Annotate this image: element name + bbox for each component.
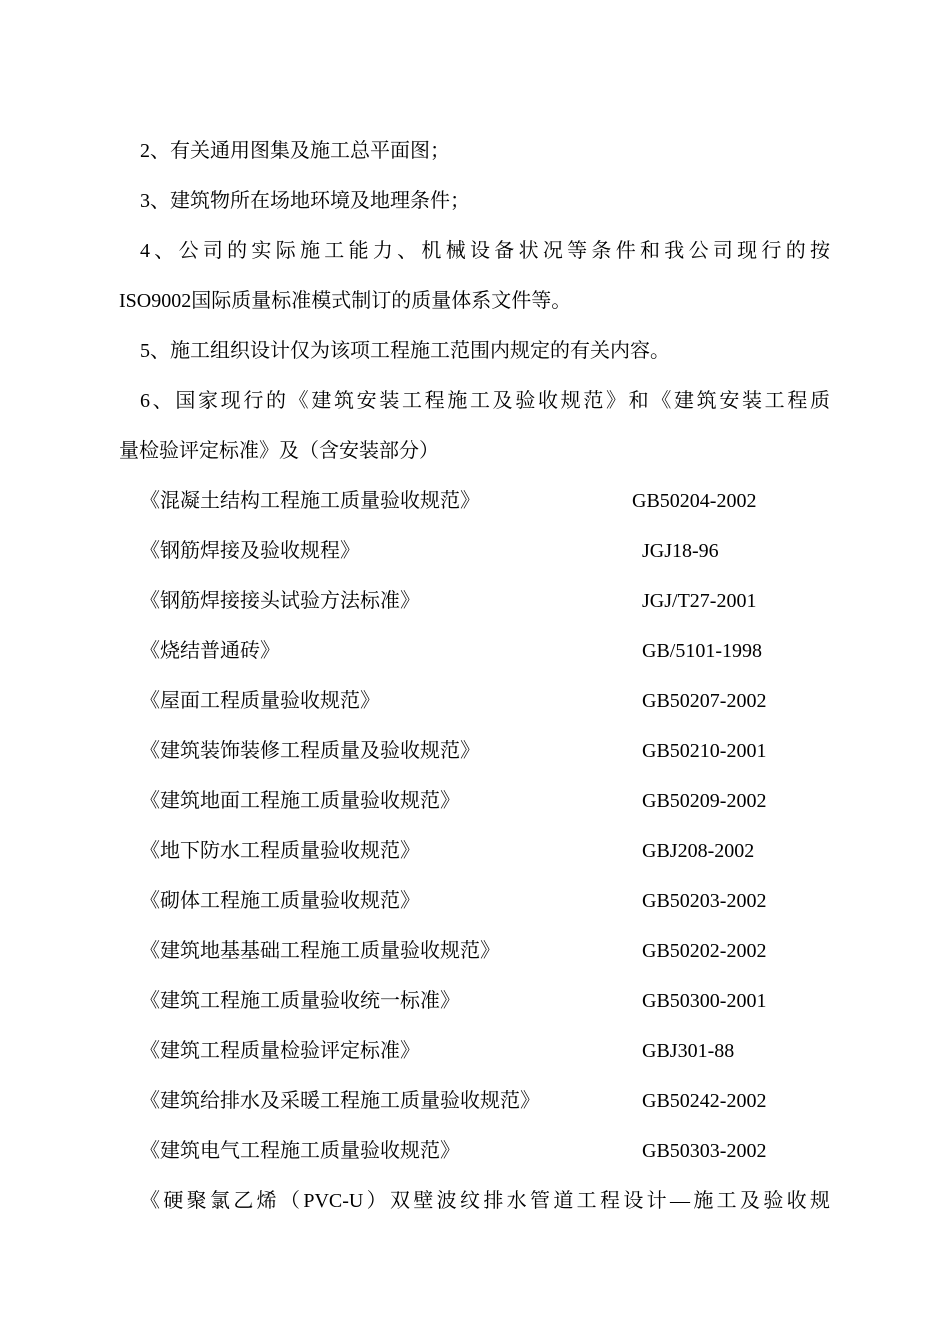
standard-code: GB50300-2001 [642,990,767,1012]
standard-name: 《钢筋焊接接头试验方法标准》 [140,590,420,612]
standard-row [140,626,840,676]
paragraph-item-3: 3、建筑物所在场地环境及地理条件； [140,190,470,212]
standard-row [140,576,840,626]
standard-name: 《钢筋焊接及验收规程》 [140,540,360,562]
standard-row [140,1026,840,1076]
standard-code: JGJ18-96 [642,540,719,562]
standard-row [140,726,840,776]
standard-row [140,776,840,826]
standard-row [140,1126,840,1176]
paragraph-item-2: 2、有关通用图集及施工总平面图； [140,140,450,162]
standard-name: 《建筑工程施工质量验收统一标准》 [140,990,460,1012]
standard-row [140,976,840,1026]
standard-name: 《建筑电气工程施工质量验收规范》 [140,1140,460,1162]
standard-code: JGJ/T27-2001 [642,590,757,612]
standard-row [140,876,840,926]
standard-code: GB50242-2002 [642,1090,767,1112]
paragraph-item-6-line-2: 量检验评定标准》及（含安装部分） [119,440,439,462]
standard-name: 《建筑地面工程施工质量验收规范》 [140,790,460,812]
standard-row [140,476,840,526]
standard-row [140,676,840,726]
standard-name: 《烧结普通砖》 [140,640,280,662]
paragraph-item-4-line-1: 4、公司的实际施工能力、机械设备状况等条件和我公司现行的按 [140,240,830,262]
standard-name: 《屋面工程质量验收规范》 [140,690,380,712]
standard-name: 《建筑地基基础工程施工质量验收规范》 [140,940,500,962]
paragraph-item-5: 5、施工组织设计仅为该项工程施工范围内规定的有关内容。 [140,340,670,362]
standard-name: 《建筑工程质量检验评定标准》 [140,1040,420,1062]
standard-name: 《地下防水工程质量验收规范》 [140,840,420,862]
standard-row [140,826,840,876]
standard-code: GBJ208-2002 [642,840,755,862]
standard-name-continued: 《硬聚氯乙烯（PVC-U）双壁波纹排水管道工程设计—施工及验收规 [140,1190,830,1212]
standard-name: 《混凝土结构工程施工质量验收规范》 [140,490,480,512]
paragraph-item-4-line-2: ISO9002国际质量标准模式制订的质量体系文件等。 [119,290,572,312]
standard-code: GB/5101-1998 [642,640,762,662]
standard-name: 《建筑装饰装修工程质量及验收规范》 [140,740,480,762]
standard-row [140,926,840,976]
standard-code: GB50209-2002 [642,790,767,812]
standard-row [140,1076,840,1126]
standard-code: GB50203-2002 [642,890,767,912]
standard-row [140,526,840,576]
standard-code: GB50202-2002 [642,940,767,962]
standard-code: GBJ301-88 [642,1040,735,1062]
standard-code: GB50207-2002 [642,690,767,712]
standard-code: GB50204-2002 [632,490,757,512]
standard-code: GB50303-2002 [642,1140,767,1162]
standard-name: 《建筑给排水及采暖工程施工质量验收规范》 [140,1090,540,1112]
standard-code: GB50210-2001 [642,740,767,762]
paragraph-item-6-line-1: 6、国家现行的《建筑安装工程施工及验收规范》和《建筑安装工程质 [140,390,830,412]
standard-name: 《砌体工程施工质量验收规范》 [140,890,420,912]
